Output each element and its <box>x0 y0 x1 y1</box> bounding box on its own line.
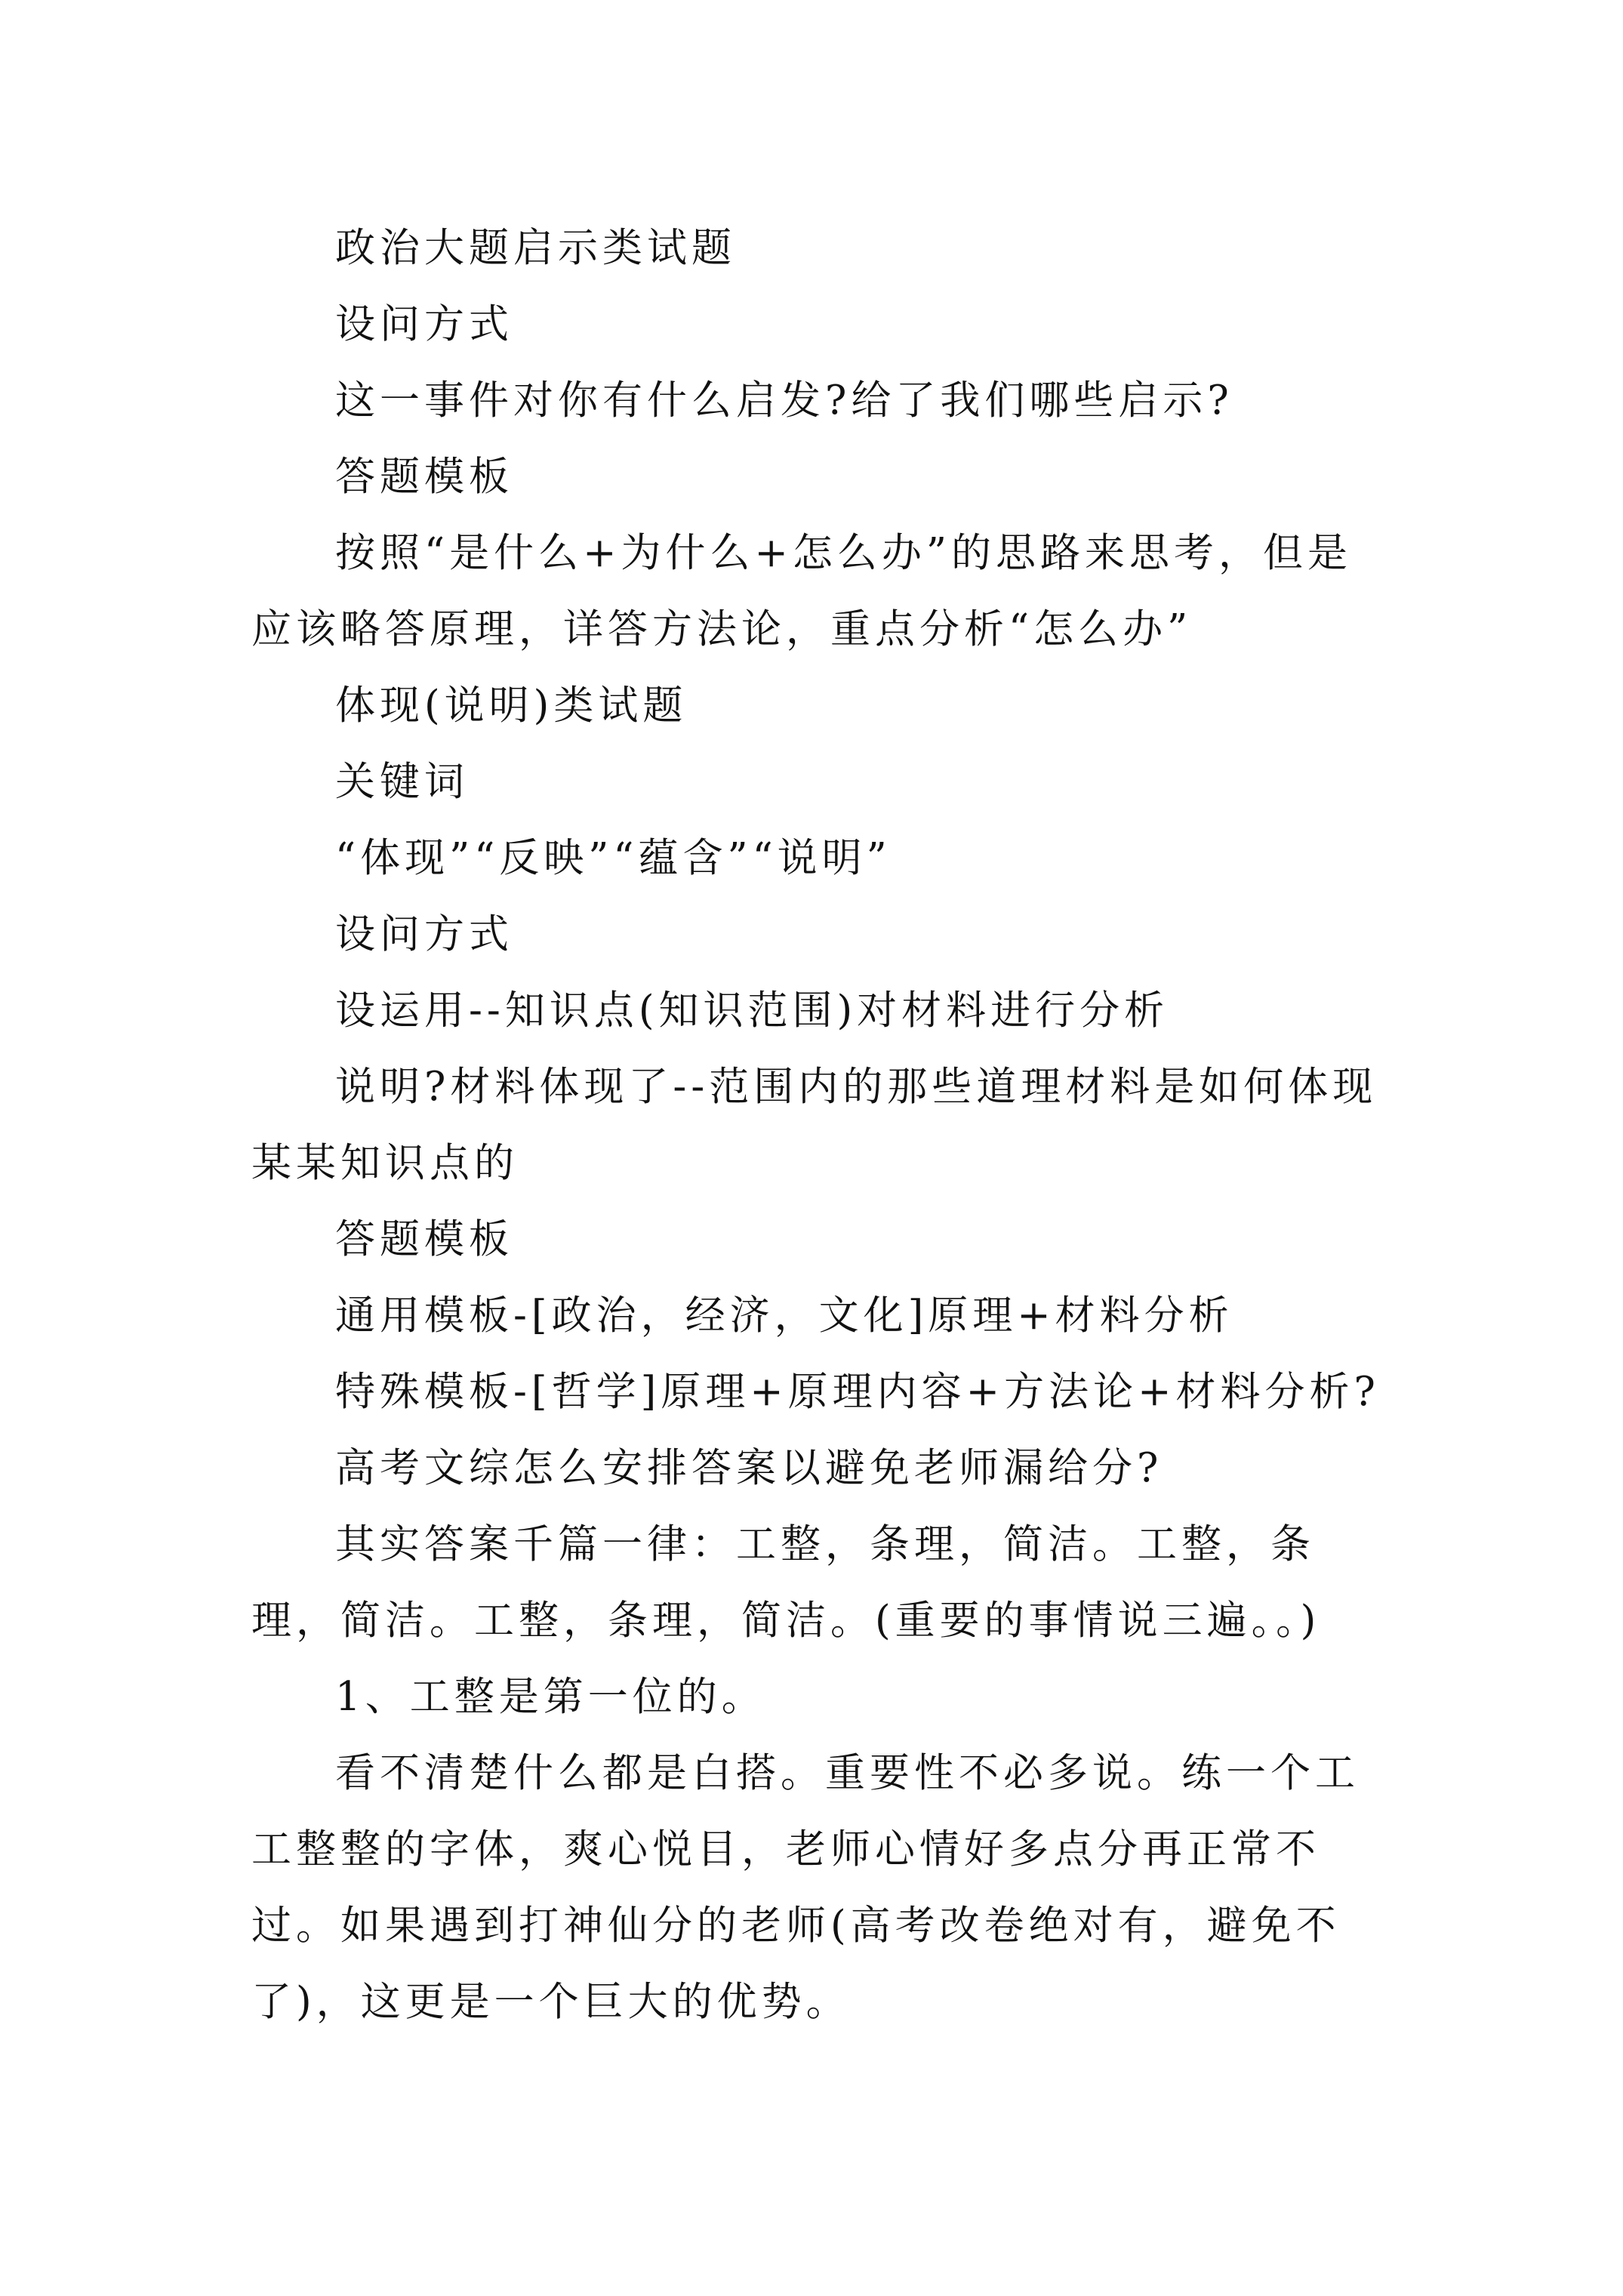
paragraph-neat-organized-concise: 其实答案千篇一律：工整，条理，简洁。工整，条理，简洁。工整，条理，简洁。(重要的事情说三遍。。) <box>251 1521 1321 1644</box>
label-question-format-2: 设问方式 <box>335 911 513 957</box>
label-keywords: 关键词 <box>335 759 469 805</box>
paragraph-question-example: 这一事件对你有什么启发?给了我们哪些启示? <box>335 378 1233 424</box>
heading-answer-arrangement: 高考文综怎么安排答案以避免老师漏给分? <box>335 1445 1163 1491</box>
label-question-format: 设问方式 <box>335 301 513 347</box>
paragraph-neatness-explanation: 看不清楚什么都是白搭。重要性不必多说。练一个工工整整的字体，爽心悦目，老师心情好多点分再正常不过。如果遇到打神仙分的老师(高考改卷绝对有，避免不了)，这更是一个巨大的优势。 <box>251 1750 1360 2025</box>
label-answer-template-2: 答题模板 <box>335 1216 513 1262</box>
paragraph-general-template: 通用模板-[政治，经济，文化]原理+材料分析 <box>335 1293 1233 1339</box>
paragraph-keywords-list: “体现”“反映”“蕴含”“说明” <box>335 835 892 881</box>
paragraph-explain-material: 说明?材料体现了--范围内的那些道理材料是如何体现某某知识点的 <box>251 1064 1378 1186</box>
label-answer-template: 答题模板 <box>335 454 513 500</box>
paragraph-neatness-first: 1、工整是第一位的。 <box>335 1674 766 1720</box>
heading-political-enlightenment: 政治大题启示类试题 <box>335 225 736 271</box>
paragraph-special-template: 特殊模板-[哲学]原理+原理内容+方法论+材料分析? <box>335 1369 1380 1415</box>
paragraph-answer-approach: 按照“是什么+为什么+怎么办”的思路来思考，但是应该略答原理，详答方法论，重点分析“怎么办” <box>251 530 1353 652</box>
heading-embodiment-questions: 体现(说明)类试题 <box>335 683 688 729</box>
document-body <box>251 210 1384 2040</box>
paragraph-apply-knowledge: 设运用--知识点(知识范围)对材料进行分析 <box>335 988 1169 1034</box>
